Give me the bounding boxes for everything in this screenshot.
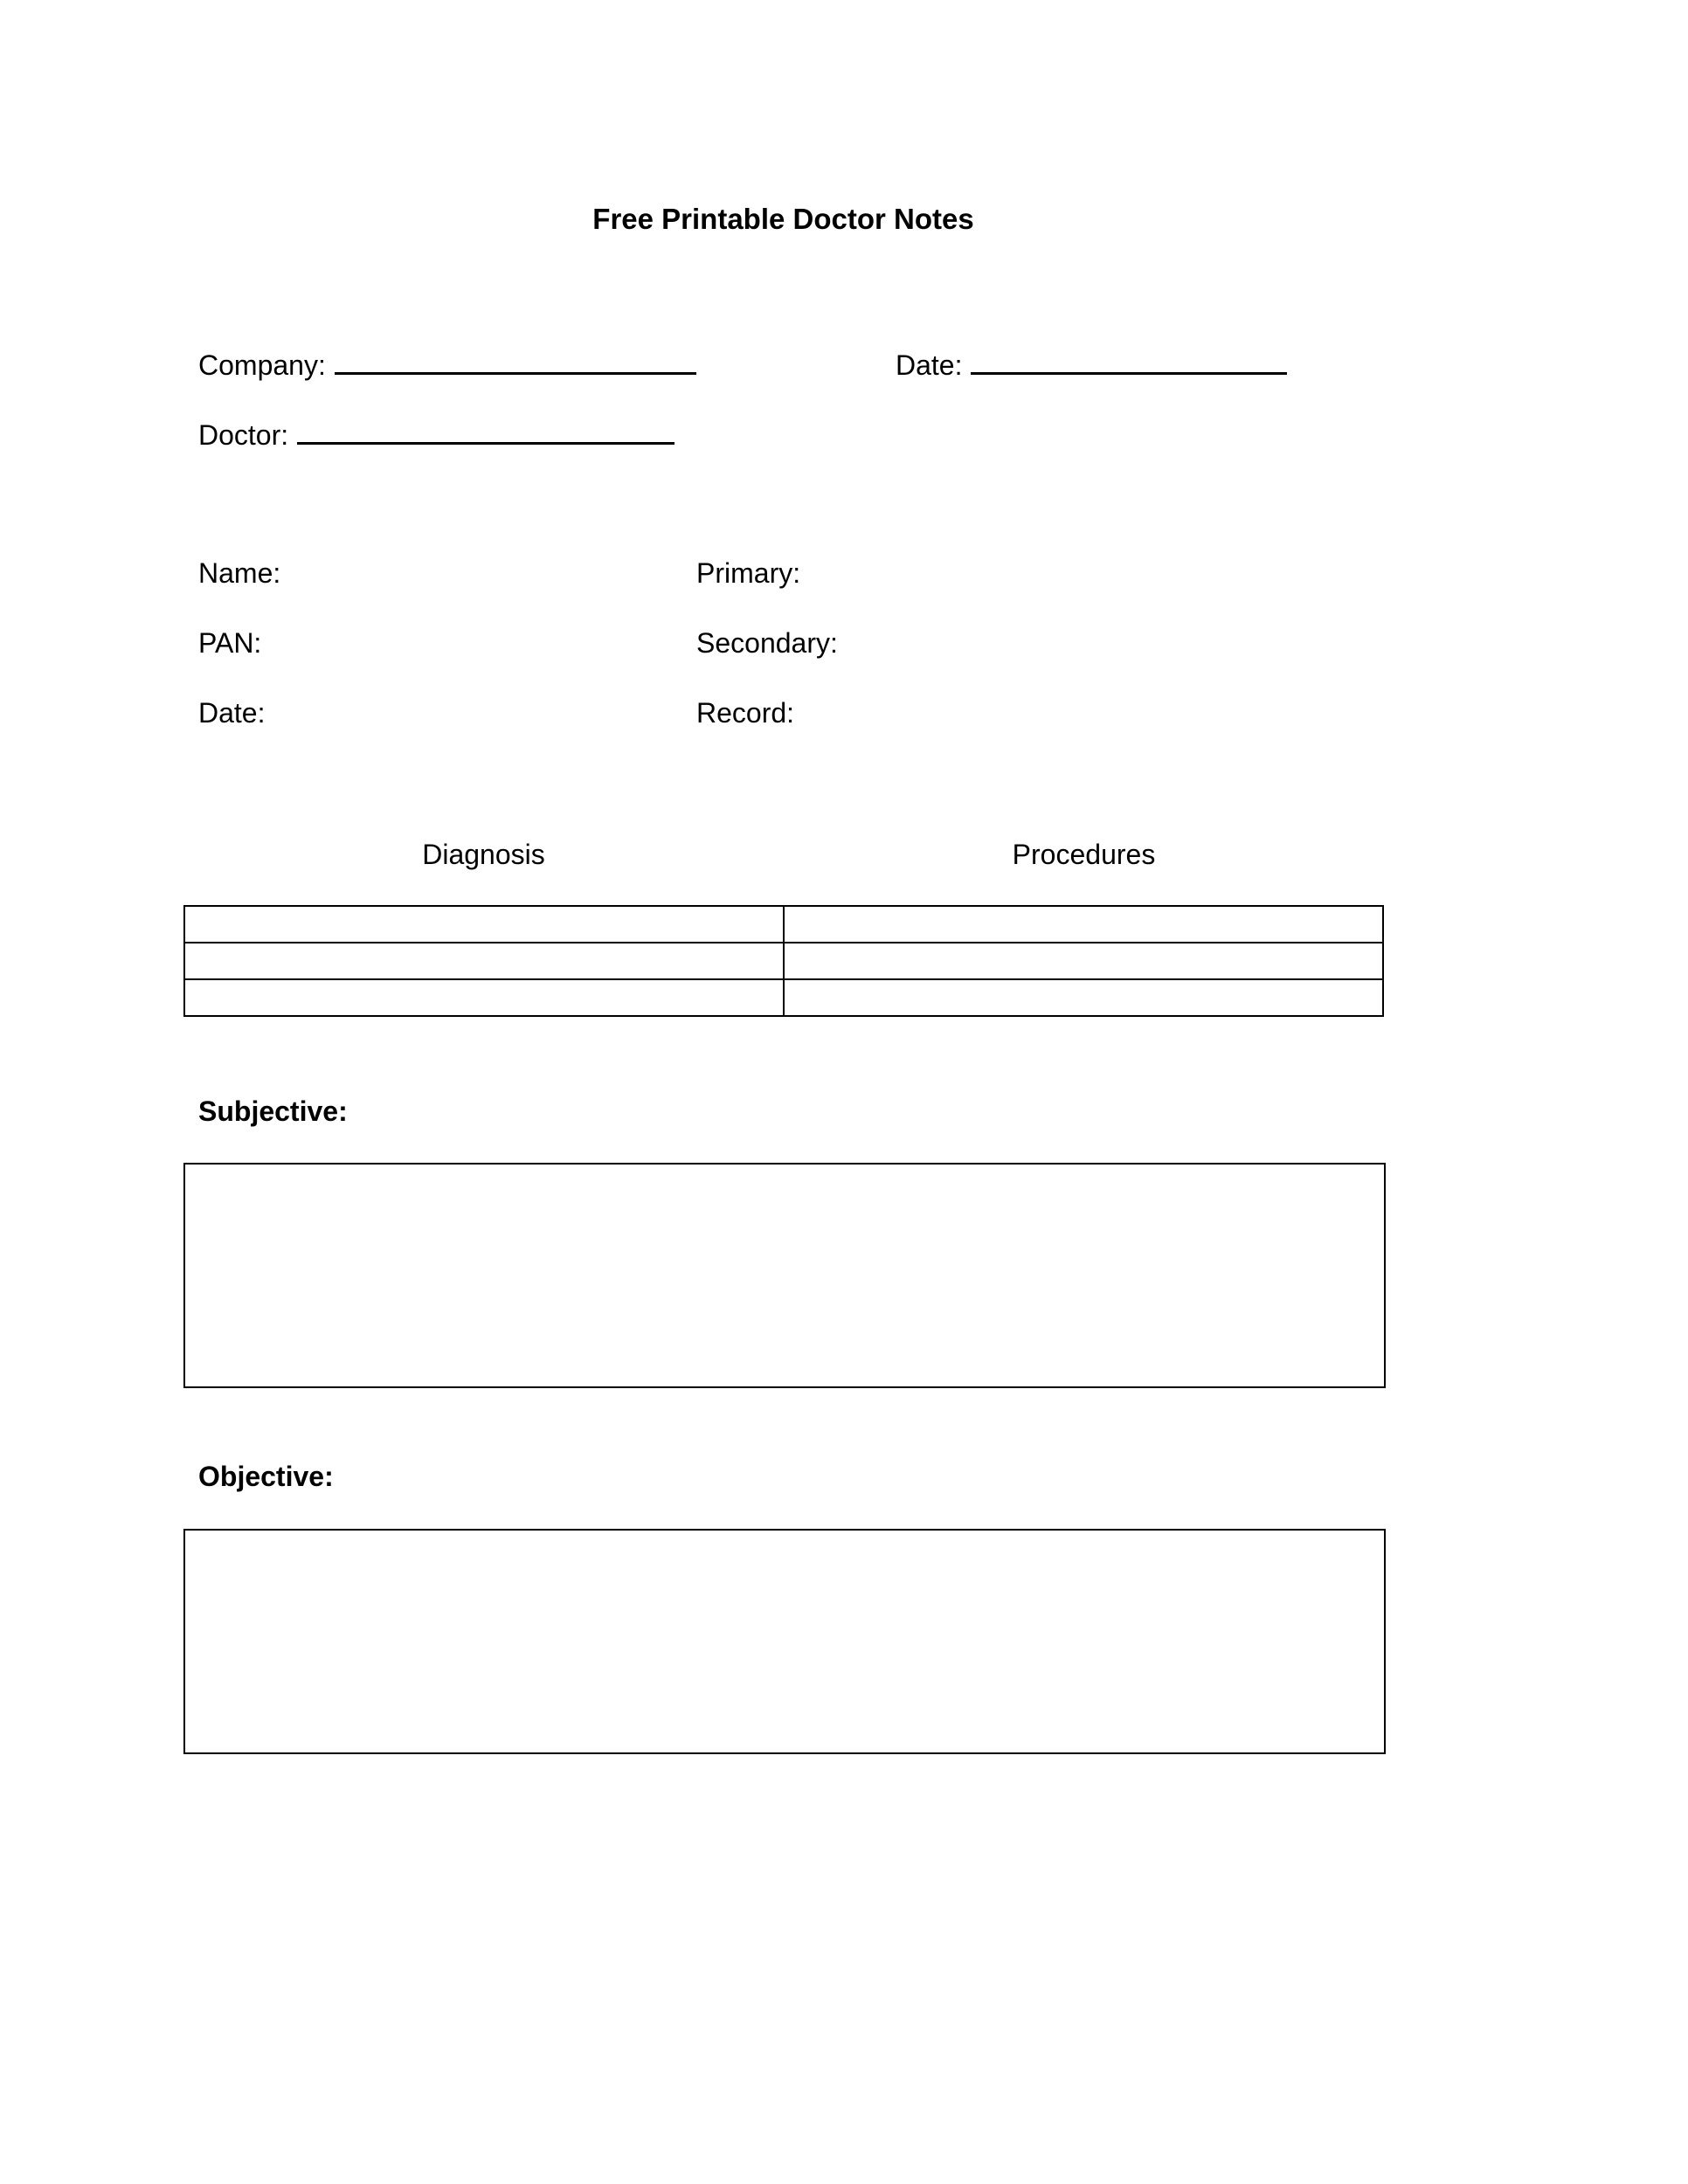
doctor-input-line[interactable]	[297, 416, 675, 445]
primary-label: Primary:	[696, 557, 801, 589]
patient-date-label: Date:	[198, 697, 266, 729]
diagnosis-procedures-table	[183, 905, 1384, 1017]
procedures-cell[interactable]	[784, 906, 1383, 943]
pan-label: PAN:	[198, 627, 262, 659]
header-date-field	[896, 346, 1287, 383]
diagnosis-cell[interactable]	[184, 906, 784, 943]
company-input-line[interactable]	[335, 346, 696, 375]
secondary-label: Secondary:	[696, 627, 838, 659]
name-label: Name:	[198, 557, 281, 589]
table-row	[184, 979, 1383, 1016]
company-field	[198, 346, 696, 383]
company-label: Company:	[198, 349, 326, 381]
table-row	[184, 943, 1383, 979]
objective-box[interactable]	[183, 1529, 1386, 1754]
subjective-label: Subjective:	[198, 1095, 348, 1127]
diagnosis-cell[interactable]	[184, 943, 784, 979]
header-date-input-line[interactable]	[971, 346, 1287, 375]
doctor-field	[198, 416, 675, 453]
diagnosis-header: Diagnosis	[422, 839, 545, 870]
record-label: Record:	[696, 697, 795, 729]
page-title: Free Printable Doctor Notes	[592, 203, 974, 235]
procedures-cell[interactable]	[784, 943, 1383, 979]
header-date-label: Date:	[896, 349, 963, 381]
doctor-label: Doctor:	[198, 419, 289, 451]
diagnosis-cell[interactable]	[184, 979, 784, 1016]
procedures-cell[interactable]	[784, 979, 1383, 1016]
table-row	[184, 906, 1383, 943]
subjective-box[interactable]	[183, 1163, 1386, 1388]
objective-label: Objective:	[198, 1461, 334, 1492]
procedures-header: Procedures	[1012, 839, 1156, 870]
